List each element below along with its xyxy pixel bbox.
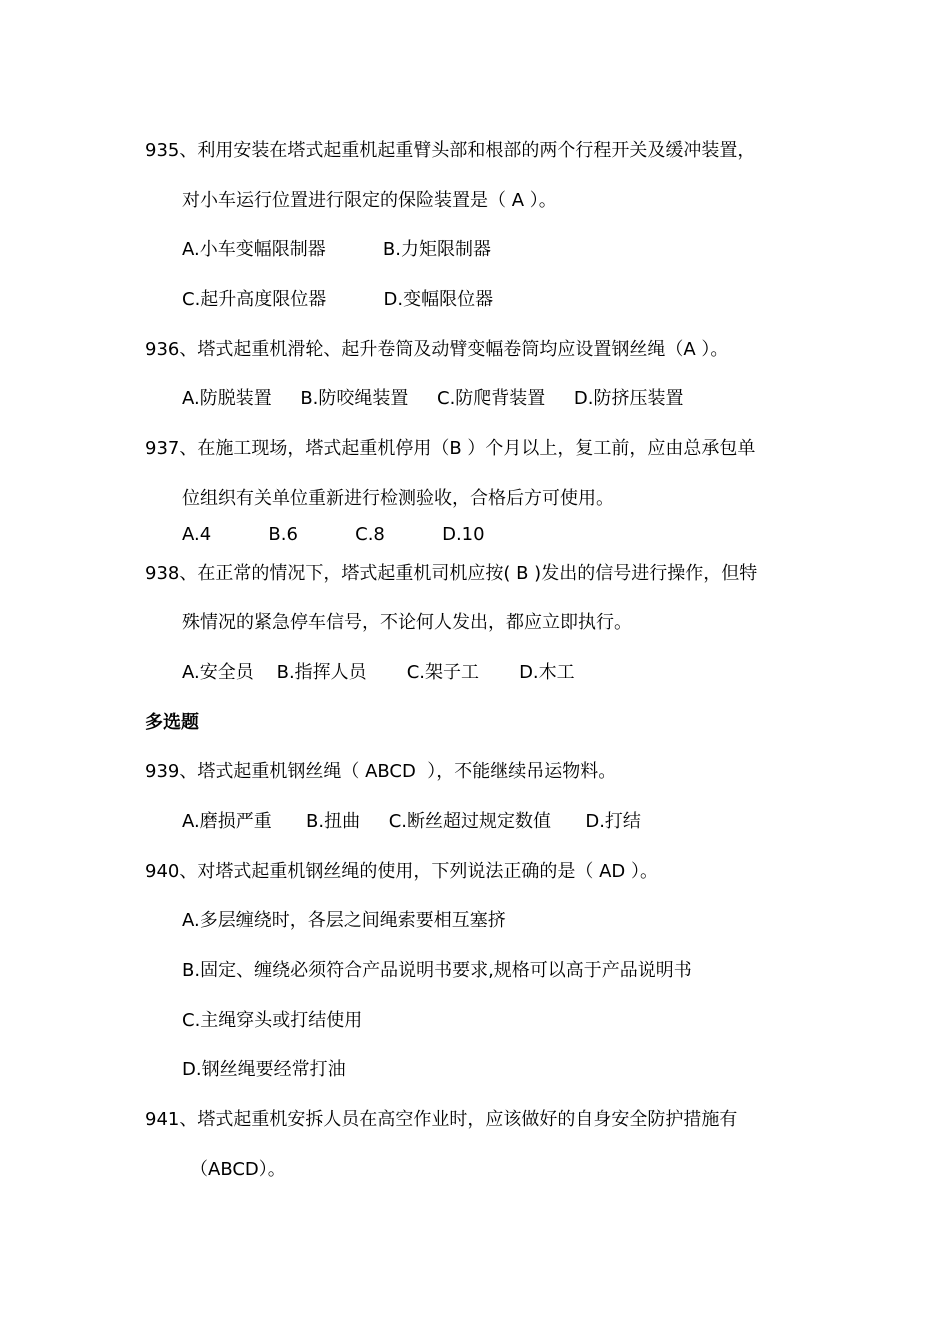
question-935-options-cd: C.起升高度限位器 D.变幅限位器 [182, 289, 494, 310]
question-937-stem-line-2: 位组织有关单位重新进行检测验收，合格后方可使用。 [182, 488, 614, 509]
question-940-option-a: A.多层缠绕时，各层之间绳索要相互塞挤 [182, 910, 506, 931]
question-935-stem-line-1: 935、利用安装在塔式起重机起重臂头部和根部的两个行程开关及缓冲装置， [145, 140, 756, 161]
question-935-options-ab: A.小车变幅限制器 B.力矩限制器 [182, 239, 492, 260]
question-941-stem-line-1: 941、塔式起重机安拆人员在高空作业时，应该做好的自身安全防护措施有 [145, 1109, 738, 1130]
question-938-stem-line-2: 殊情况的紧急停车信号，不论何人发出，都应立即执行。 [182, 612, 632, 633]
question-935-stem-line-2: 对小车运行位置进行限定的保险装置是（ A ）。 [182, 190, 557, 211]
question-936-stem-line-1: 936、塔式起重机滑轮、起升卷筒及动臂变幅卷筒均应设置钢丝绳（A ）。 [145, 339, 729, 360]
question-940-option-c: C.主绳穿头或打结使用 [182, 1010, 363, 1031]
question-940-stem-line-1: 940、对塔式起重机钢丝绳的使用，下列说法正确的是（ AD ）。 [145, 861, 658, 882]
question-938-stem-line-1: 938、在正常的情况下，塔式起重机司机应按( B )发出的信号进行操作，但特 [145, 563, 758, 584]
question-939-stem-line-1: 939、塔式起重机钢丝绳（ ABCD ），不能继续吊运物料。 [145, 761, 617, 782]
question-940-option-d: D.钢丝绳要经常打油 [182, 1059, 346, 1080]
question-940-option-b: B.固定、缠绕必须符合产品说明书要求,规格可以高于产品说明书 [182, 960, 692, 981]
section-heading-multi-choice: 多选题 [145, 712, 199, 733]
question-937-options: A.4 B.6 C.8 D.10 [182, 524, 485, 545]
question-941-stem-line-2: （ABCD）。 [190, 1159, 286, 1180]
question-937-stem-line-1: 937、在施工现场，塔式起重机停用（B ）个月以上，复工前，应由总承包单 [145, 438, 756, 459]
question-936-options: A.防脱装置 B.防咬绳装置 C.防爬背装置 D.防挤压装置 [182, 388, 684, 409]
question-938-options: A.安全员 B.指挥人员 C.架子工 D.木工 [182, 662, 575, 683]
question-939-options: A.磨损严重 B.扭曲 C.断丝超过规定数值 D.打结 [182, 811, 641, 832]
